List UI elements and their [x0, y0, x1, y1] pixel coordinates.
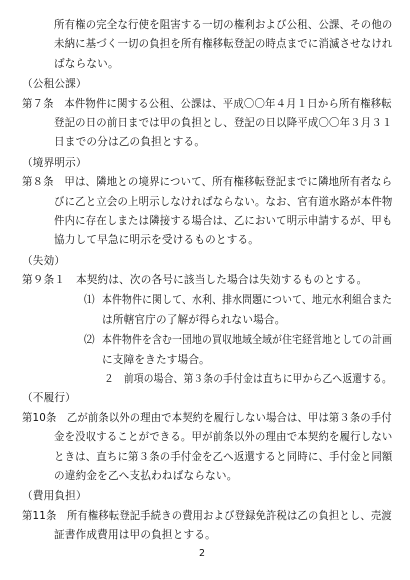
- page-number: 2: [199, 548, 206, 559]
- section-heading: （公租公課）: [22, 78, 87, 91]
- text-line: 未納に基づく一切の負担を所有権移転登記の時点までに消滅させなけれ: [54, 38, 393, 51]
- item-text: に支障をきたす場合。: [102, 353, 210, 366]
- item-number: ⑵: [84, 334, 95, 347]
- text-line: ときは、直ちに第３条の手付金を乙へ返還すると同時に、手付金と同額: [54, 450, 393, 463]
- article-line: 第８条 甲は、隣地との境界について、所有権移転登記までに隣地所有者なら: [22, 176, 393, 189]
- text-line: ばならない。: [54, 57, 119, 70]
- item-text: 本件物件に関して、水利、排水問題について、地元水利組合また: [102, 294, 393, 307]
- text-line: びに乙と立会の上明示しなければならない。なお、官有道水路が本件物: [54, 195, 393, 208]
- item-text: 本件物件を含む一団地の買収地域全域が住宅経営地としての計画: [102, 334, 393, 347]
- text-line: 登記の日の前日までは甲の負担とし、登記の日以降平成〇〇年３月３１: [54, 116, 393, 129]
- section-heading: （失効）: [22, 254, 66, 267]
- article-line: 第９条１ 本契約は、次の各号に該当した場合は失効するものとする。: [22, 274, 368, 286]
- text-line: 日までの分は乙の負担とする。: [54, 136, 206, 149]
- paragraph-line: ２ 前項の場合、第３条の手付金は直ちに甲から乙へ返還する。: [104, 372, 392, 385]
- text-line: の違約金を乙へ支払わねばならない。: [54, 469, 238, 482]
- section-heading: （費用負担）: [22, 490, 87, 503]
- article-line: 第７条 本件物件に関する公租、公課は、平成〇〇年４月１日から所有権移転: [22, 97, 392, 110]
- item-text: は所轄官庁の了解が得られない場合。: [102, 313, 286, 326]
- text-line: 件内に存在しまたは隣接する場合は、乙において明示申請するが、甲も: [54, 214, 393, 227]
- section-heading: （不履行）: [22, 392, 76, 405]
- text-line: 協力して早急に明示を受けるものとする。: [54, 234, 260, 247]
- text-line: 証書作成費用は甲の負担とする。: [54, 529, 216, 541]
- text-line: 所有権の完全な行使を阻害する一切の権利および公租、公課、その他の: [54, 19, 393, 31]
- text-line: 金を没収することができる。甲が前条以外の理由で本契約を履行しない: [54, 431, 393, 444]
- article-line: 第11条 所有権移転登記手続きの費用および登録免許税は乙の負担とし、売渡: [22, 509, 392, 522]
- section-heading: （境界明示）: [22, 156, 87, 169]
- item-number: ⑴: [84, 294, 95, 307]
- article-line: 第10条 乙が前条以外の理由で本契約を履行しない場合は、甲は第３条の手付: [22, 411, 392, 424]
